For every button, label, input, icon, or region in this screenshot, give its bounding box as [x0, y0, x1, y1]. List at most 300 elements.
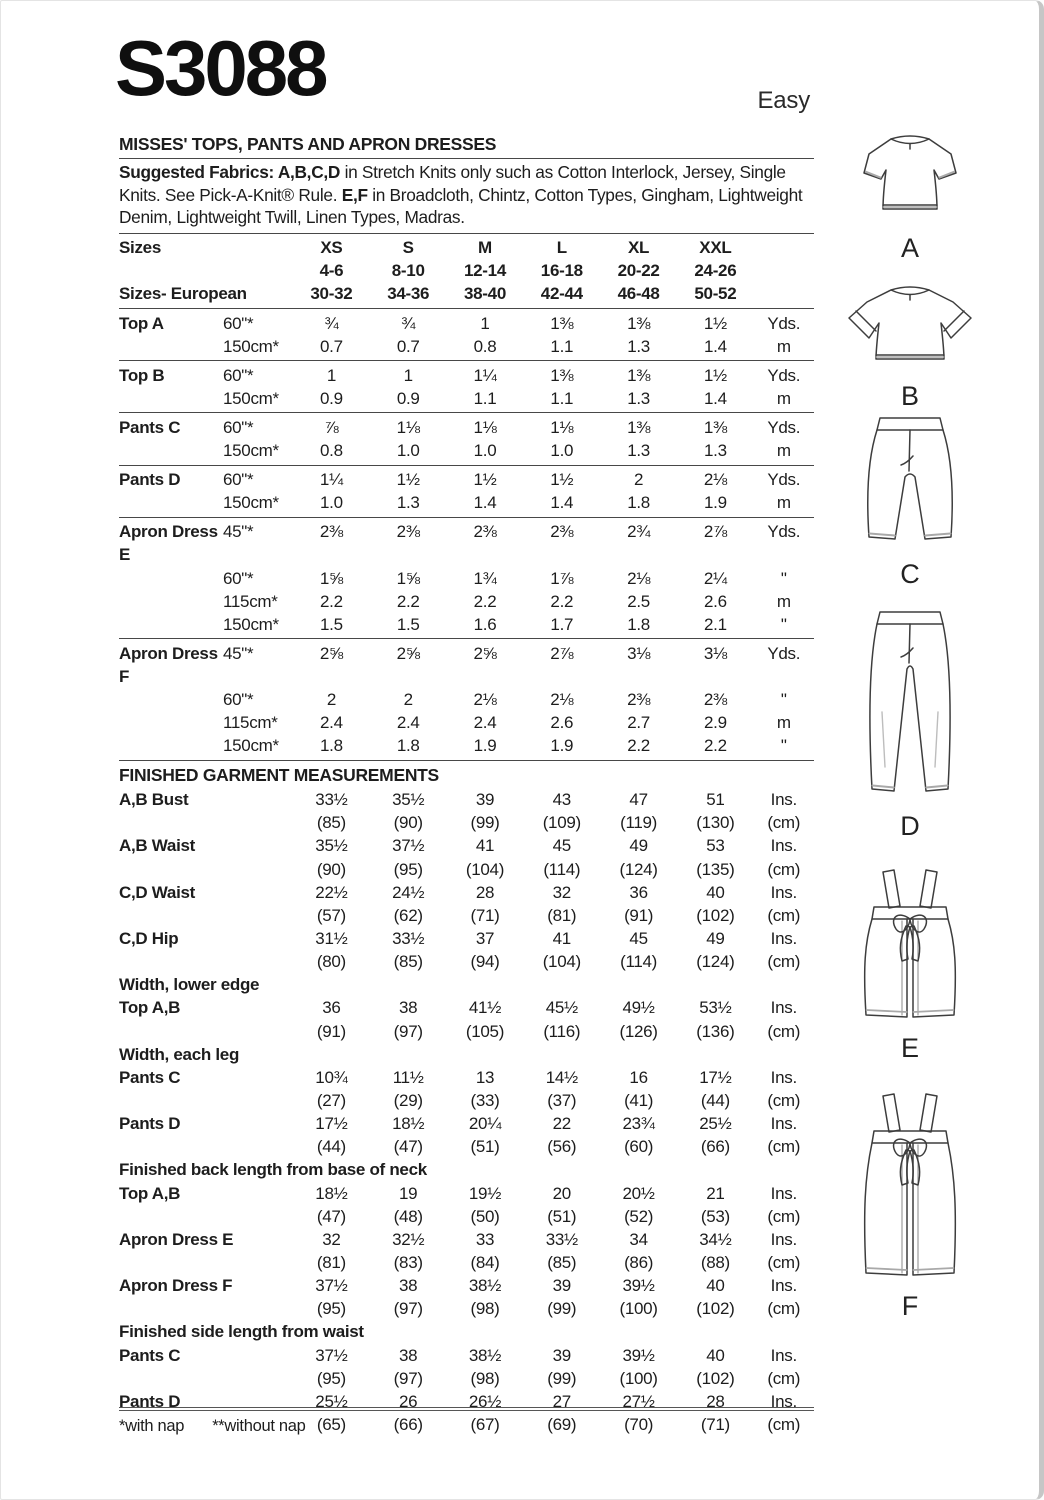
size-column-header: M [478, 238, 492, 258]
unit-cell [754, 282, 814, 305]
yardage-value: 2.7 [627, 713, 650, 733]
fabric-width-label: 115cm* [223, 591, 278, 611]
measurement-label: Apron Dress F [119, 1276, 233, 1296]
measurement-cm: (130) [696, 813, 735, 833]
measurement-cm: (44) [700, 1091, 730, 1111]
measurement-inches: 38½ [468, 1276, 502, 1296]
table-row [119, 416, 814, 439]
measurement-label: Pants D [119, 1114, 181, 1134]
garment-label: Pants D [119, 470, 181, 490]
table-row [119, 1367, 814, 1390]
divider [119, 158, 814, 159]
measurement-cm: (94) [470, 951, 500, 971]
size-range: 4-6 [319, 261, 344, 281]
measurement-inches: 23¾ [622, 1114, 655, 1134]
yardage-value: 1⅛ [396, 417, 420, 437]
yardage-value: 2.6 [704, 591, 727, 611]
table-row [119, 364, 814, 387]
footnote-section [119, 1407, 814, 1436]
empty-cell [119, 1251, 293, 1274]
fabrics-text-2: in Broadcloth, Chintz, Cotton Types, Gingham, Lightweight Denim, Lightweight Twill, Linen Types, Madras. [119, 184, 803, 228]
measurement-label: C,D Waist [119, 882, 196, 902]
measurement-inches: 39½ [622, 1345, 655, 1365]
pattern-number: S3088 [115, 24, 326, 112]
table-row [119, 1251, 814, 1274]
measurement-cm: (102) [696, 1368, 735, 1388]
empty-cell [119, 259, 293, 282]
measurement-inches: 22½ [315, 882, 348, 902]
yardage-value: 2⅛ [627, 568, 651, 588]
fabric-width-label: 150cm* [223, 388, 279, 408]
yardage-value: 1.3 [627, 388, 650, 408]
measurement-inches: 36 [322, 998, 341, 1018]
measurement-cm: (91) [316, 1021, 346, 1041]
measurement-cm: (97) [393, 1021, 423, 1041]
table-row [119, 811, 814, 834]
measurement-cm: (81) [316, 1253, 346, 1273]
garment-label: Pants C [119, 417, 181, 437]
measurement-cm: (136) [696, 1021, 735, 1041]
measurement-inches: 33½ [392, 928, 425, 948]
yardage-value: 2¼ [703, 568, 727, 588]
yardage-value: 1¾ [473, 568, 497, 588]
yardage-value: 2⅛ [473, 689, 497, 709]
yardage-value: ¾ [401, 313, 416, 333]
measurement-inches: 49 [629, 836, 648, 856]
measurement-inches: 37½ [315, 1345, 348, 1365]
measurement-inches: 33½ [315, 790, 348, 810]
table-row [119, 642, 814, 688]
unit-label: Ins. [770, 1391, 797, 1411]
unit-label: Yds. [767, 417, 801, 437]
yardage-value: 1.8 [320, 736, 343, 756]
garment-label: Apron Dress E [119, 522, 218, 565]
table-row [119, 282, 814, 305]
yardage-value: 1¼ [319, 470, 343, 490]
measurement-cm: (98) [470, 1368, 500, 1388]
measurement-cm: (83) [393, 1253, 423, 1273]
measurement-inches: 24½ [392, 882, 425, 902]
yardage-value: 1¼ [473, 365, 497, 385]
top-b-illustration [835, 281, 985, 377]
size-range: 8-10 [391, 261, 425, 281]
measurement-cm: (66) [393, 1415, 423, 1435]
unit-label: m [776, 493, 791, 513]
measurement-inches: 37½ [315, 1276, 348, 1296]
measurement-cm: (100) [619, 1368, 658, 1388]
measurement-inches: 22 [552, 1114, 571, 1134]
garment-label-a: A [900, 233, 919, 263]
measurement-inches: 28 [706, 1391, 725, 1411]
yardage-value: 2.2 [473, 591, 497, 611]
unit-label: " [780, 736, 787, 756]
yardage-value: 1⅝ [396, 568, 420, 588]
with-nap-note: *with nap [119, 1417, 185, 1435]
measurement-inches: 11½ [392, 1068, 424, 1087]
yardage-value: 1.1 [473, 388, 497, 408]
measurement-cm: (47) [316, 1206, 346, 1226]
yardage-value: 1.4 [704, 336, 727, 356]
table-row [119, 1135, 814, 1158]
unit-label: m [776, 441, 791, 461]
size-header-table [119, 236, 814, 305]
measurement-inches: 17½ [315, 1114, 348, 1134]
yardage-value: 2.9 [704, 713, 727, 733]
yardage-value: 1 [326, 365, 336, 385]
yardage-value: 2⅜ [550, 522, 574, 542]
european-size-range: 50-52 [694, 284, 737, 304]
yardage-value: 1½ [550, 470, 574, 490]
measurement-cm: (62) [393, 905, 423, 925]
garment-label: Apron Dress F [119, 643, 218, 686]
yardage-value: ⅞ [324, 417, 339, 437]
measurement-inches: 20½ [622, 1183, 655, 1203]
measurement-cm: (97) [393, 1368, 423, 1388]
measurement-cm: (95) [316, 1299, 346, 1319]
unit-label: Ins. [770, 928, 797, 948]
unit-label: (cm) [767, 859, 801, 879]
yardage-value: 1⅛ [550, 417, 574, 437]
fabric-width-label: 60"* [223, 365, 254, 385]
yardage-value: 1.9 [473, 736, 497, 756]
table-row [119, 881, 814, 904]
yardage-value: 1⅜ [550, 365, 574, 385]
measurement-cm: (53) [700, 1206, 730, 1226]
european-size-range: 30-32 [310, 284, 353, 304]
garment-label-e: E [900, 1033, 919, 1063]
measurement-cm: (97) [393, 1299, 423, 1319]
yardage-value: 1⅜ [627, 365, 651, 385]
table-row [119, 950, 814, 973]
measurement-inches: 53½ [699, 998, 732, 1018]
measurement-cm: (33) [470, 1091, 500, 1111]
measurement-cm: (124) [619, 859, 658, 879]
empty-cell [119, 1089, 293, 1112]
yardage-value: 1⅜ [627, 313, 651, 333]
empty-cell [119, 1020, 293, 1043]
table-row [119, 468, 814, 491]
garment-label-c: C [900, 559, 920, 589]
measurement-inches: 39 [552, 1345, 571, 1365]
yardage-value: 1.4 [704, 388, 727, 408]
measurement-cm: (102) [696, 905, 735, 925]
measurement-cm: (91) [624, 905, 654, 925]
fabrics-text-1: in Stretch Knits only such as Cotton Interlock, Jersey, Single Knits. See Pick-A-Knit® Rule. [119, 162, 786, 205]
garment-view-b [827, 281, 993, 412]
header-row [115, 1, 814, 134]
garment-view-e [827, 867, 993, 1064]
empty-cell [119, 811, 293, 834]
unit-label: (cm) [767, 1299, 801, 1319]
measurement-inches: 41½ [468, 998, 502, 1018]
measurement-label: Top A,B [119, 998, 181, 1018]
yardage-value: 2⅞ [703, 522, 727, 542]
measurement-cm: (81) [547, 905, 577, 925]
measurement-inches: 41 [475, 836, 495, 856]
unit-label: " [780, 568, 787, 588]
divider [119, 360, 814, 361]
measurement-cm: (90) [316, 859, 346, 879]
yardage-value: 3⅛ [627, 643, 651, 663]
yardage-value: 2 [634, 470, 644, 490]
garment-view-d [827, 607, 993, 842]
table-row [119, 1020, 814, 1043]
table-row [119, 236, 814, 259]
table-row [119, 590, 814, 613]
empty-cell [119, 1135, 293, 1158]
yardage-value: 2⅜ [473, 522, 497, 542]
table-row [119, 1205, 814, 1228]
measurement-inches: 35½ [315, 836, 348, 856]
pants-d-illustration [855, 607, 965, 807]
top-a-illustration [845, 129, 975, 229]
measurement-inches: 49 [706, 928, 725, 948]
measurement-inches: 41 [552, 928, 571, 948]
table-row [119, 259, 814, 282]
measurement-cm: (114) [620, 951, 658, 971]
measurement-inches: 33½ [545, 1229, 578, 1249]
measurement-cm: (104) [542, 951, 581, 971]
yardage-value: 1.0 [396, 441, 420, 461]
divider [119, 638, 814, 639]
size-range: 24-26 [694, 261, 737, 281]
yardage-value: 2⅜ [319, 522, 343, 542]
unit-label: (cm) [767, 1206, 801, 1226]
unit-label: Ins. [770, 1276, 797, 1296]
measurement-inches: 32 [322, 1229, 341, 1249]
measurement-cm: (69) [547, 1415, 577, 1435]
measurement-section-heading: Finished back length from base of neck [119, 1160, 427, 1180]
measurement-inches: 35½ [392, 790, 425, 810]
measurement-cm: (98) [470, 1299, 500, 1319]
table-row [119, 1228, 814, 1251]
without-nap-note: **without nap [212, 1417, 306, 1435]
empty-cell [119, 1297, 293, 1320]
measurement-inches: 19½ [468, 1183, 502, 1203]
apron-dress-e-illustration [850, 867, 970, 1029]
yardage-value: 1.1 [550, 336, 574, 356]
yardage-value: 1.8 [627, 614, 650, 634]
yardage-value: 1.7 [550, 614, 574, 634]
measurement-inches: 18½ [315, 1183, 348, 1203]
yardage-value: 1 [403, 365, 413, 385]
yardage-value: 2 [403, 689, 413, 709]
measurement-inches: 27 [552, 1391, 571, 1411]
yardage-value: 0.9 [396, 388, 420, 408]
measurement-cm: (85) [547, 1253, 577, 1273]
measurement-cm: (51) [470, 1137, 500, 1157]
yardage-value: 1.0 [550, 441, 574, 461]
unit-label: Ins. [770, 998, 797, 1018]
yardage-value: 1½ [703, 313, 727, 333]
table-row [119, 1297, 814, 1320]
yardage-value: 1.5 [396, 614, 420, 634]
yardage-value: 0.7 [320, 336, 343, 356]
measurement-cm: (85) [316, 813, 346, 833]
yardage-value: 1.9 [550, 736, 574, 756]
page-title: MISSES' TOPS, PANTS AND APRON DRESSES [119, 134, 497, 154]
table-row [119, 439, 814, 462]
yardage-value: 0.7 [396, 336, 420, 356]
unit-label: Ins. [770, 1229, 797, 1249]
yardage-value: 1.8 [627, 493, 650, 513]
unit-label: Ins. [770, 1068, 797, 1087]
measurement-inches: 13 [475, 1068, 495, 1087]
table-row [119, 312, 814, 335]
pants-c-illustration [855, 413, 965, 555]
yardage-value: 1.5 [320, 614, 343, 634]
yardage-value: 1.8 [396, 736, 420, 756]
measurement-label: C,D Hip [119, 928, 179, 948]
size-column-header: S [402, 238, 414, 258]
unit-label: m [776, 591, 791, 611]
unit-label: Yds. [767, 365, 801, 385]
measurement-cm: (56) [547, 1137, 577, 1157]
yardage-value: 1½ [473, 470, 497, 490]
measurement-cm: (90) [393, 813, 423, 833]
garment-view-a [827, 129, 993, 264]
measurement-inches: 25½ [315, 1391, 348, 1411]
measurement-cm: (71) [470, 905, 500, 925]
unit-label: (cm) [767, 905, 801, 925]
measurement-inches: 43 [552, 790, 571, 810]
fabric-width-label: 150cm* [223, 336, 279, 356]
measurement-cm: (65) [316, 1415, 346, 1435]
measurement-section-heading: Width, lower edge [119, 975, 260, 994]
unit-label: m [776, 388, 791, 408]
yardage-value: 1⅝ [319, 568, 343, 588]
measurement-inches: 26½ [468, 1391, 502, 1411]
yardage-value: 2 [326, 689, 336, 709]
yardage-value: 1.4 [550, 493, 574, 513]
yardage-value: 0.8 [473, 336, 497, 356]
measurement-cm: (99) [547, 1368, 577, 1388]
size-range: 20-22 [617, 261, 660, 281]
measurement-cm: (80) [316, 951, 346, 971]
measurement-inches: 32½ [392, 1229, 425, 1249]
fabric-width-label: 60"* [223, 313, 254, 333]
measurement-cm: (95) [316, 1368, 346, 1388]
size-column-header: XS [320, 238, 343, 258]
measurement-inches: 20 [552, 1183, 571, 1203]
unit-label: (cm) [767, 1368, 801, 1388]
measurement-inches: 45½ [545, 998, 578, 1018]
yardage-value: 1.4 [473, 493, 497, 513]
unit-label: (cm) [767, 1415, 801, 1435]
unit-label: (cm) [767, 951, 801, 971]
unit-label: Ins. [770, 836, 797, 856]
measurement-cm: (88) [700, 1253, 730, 1273]
empty-cell [119, 950, 293, 973]
garment-label [119, 567, 223, 590]
yardage-value: 2⅝ [319, 643, 343, 663]
garment-label [119, 688, 223, 711]
yardage-value: 2⅜ [703, 689, 727, 709]
yardage-value: 2.1 [704, 614, 727, 634]
fabric-width-label: 60"* [223, 417, 254, 437]
measurement-inches: 49½ [622, 998, 655, 1018]
difficulty-label: Easy [757, 87, 810, 114]
unit-label: " [780, 689, 787, 709]
measurement-cm: (114) [543, 859, 581, 879]
measurement-cm: (57) [316, 905, 346, 925]
yardage-value: 1½ [396, 470, 420, 490]
measurement-inches: 27½ [622, 1391, 655, 1411]
empty-cell [119, 858, 293, 881]
yardage-value: 1.6 [473, 614, 497, 634]
empty-cell [119, 1367, 293, 1390]
garment-label [119, 613, 223, 636]
measurement-inches: 17½ [699, 1068, 732, 1087]
unit-cell [754, 259, 814, 282]
yardage-value: 1.3 [627, 441, 650, 461]
empty-cell [119, 904, 293, 927]
garment-label-b: B [900, 381, 919, 411]
measurement-cm: (71) [700, 1415, 730, 1435]
size-range: 12-14 [464, 261, 506, 281]
measurement-label: Pants C [119, 1068, 181, 1087]
measurement-label: Top A,B [119, 1183, 181, 1203]
unit-label: (cm) [767, 1137, 801, 1157]
measurement-cm: (95) [393, 859, 423, 879]
measurement-inches: 28 [475, 882, 495, 902]
table-row [119, 996, 814, 1019]
table-row [119, 491, 814, 514]
measurement-inches: 32 [552, 882, 571, 902]
measurement-cm: (70) [624, 1415, 654, 1435]
footnotes [119, 1417, 814, 1436]
yardage-value: 2.4 [473, 713, 497, 733]
measurement-label: A,B Waist [119, 836, 196, 856]
unit-label: (cm) [767, 1021, 801, 1041]
measurement-inches: 25½ [699, 1114, 732, 1134]
measurement-cm: (105) [465, 1021, 505, 1041]
measurement-inches: 20¼ [468, 1114, 502, 1134]
fabric-width-label: 150cm* [223, 736, 279, 756]
measurement-inches: 36 [629, 882, 648, 902]
divider [119, 465, 814, 466]
unit-label: (cm) [767, 813, 801, 833]
measurement-inches: 10¾ [315, 1068, 348, 1087]
measurement-section-heading: Width, each leg [119, 1044, 240, 1064]
garment-label: Top A [119, 313, 164, 333]
yardage-value: 2⅝ [396, 643, 420, 663]
yardage-value: 3⅛ [703, 643, 727, 663]
table-row [119, 613, 814, 636]
measurement-cm: (119) [620, 813, 658, 833]
yardage-value: 2.4 [396, 713, 420, 733]
measurement-cm: (99) [547, 1299, 577, 1319]
yardage-value: 2.2 [550, 591, 574, 611]
measurement-cm: (50) [470, 1206, 500, 1226]
european-sizes-label: Sizes- European [119, 284, 247, 304]
measurement-inches: 40 [706, 882, 725, 902]
main-content [115, 1, 814, 1436]
footnote-divider [119, 1407, 814, 1411]
table-row [119, 387, 814, 410]
measurement-inches: 33 [475, 1229, 495, 1249]
yardage-value: 1.3 [627, 336, 650, 356]
measurement-inches: 51 [706, 790, 725, 810]
european-size-range: 34-36 [387, 284, 430, 304]
fabric-width-label: 60"* [223, 568, 254, 588]
yardage-value: 2¾ [627, 522, 651, 542]
empty-cell [119, 1205, 293, 1228]
yardage-value: 2⅞ [550, 643, 574, 663]
unit-label: " [780, 614, 787, 634]
measurement-inches: 38½ [468, 1345, 502, 1365]
yardage-value: 0.9 [320, 388, 343, 408]
